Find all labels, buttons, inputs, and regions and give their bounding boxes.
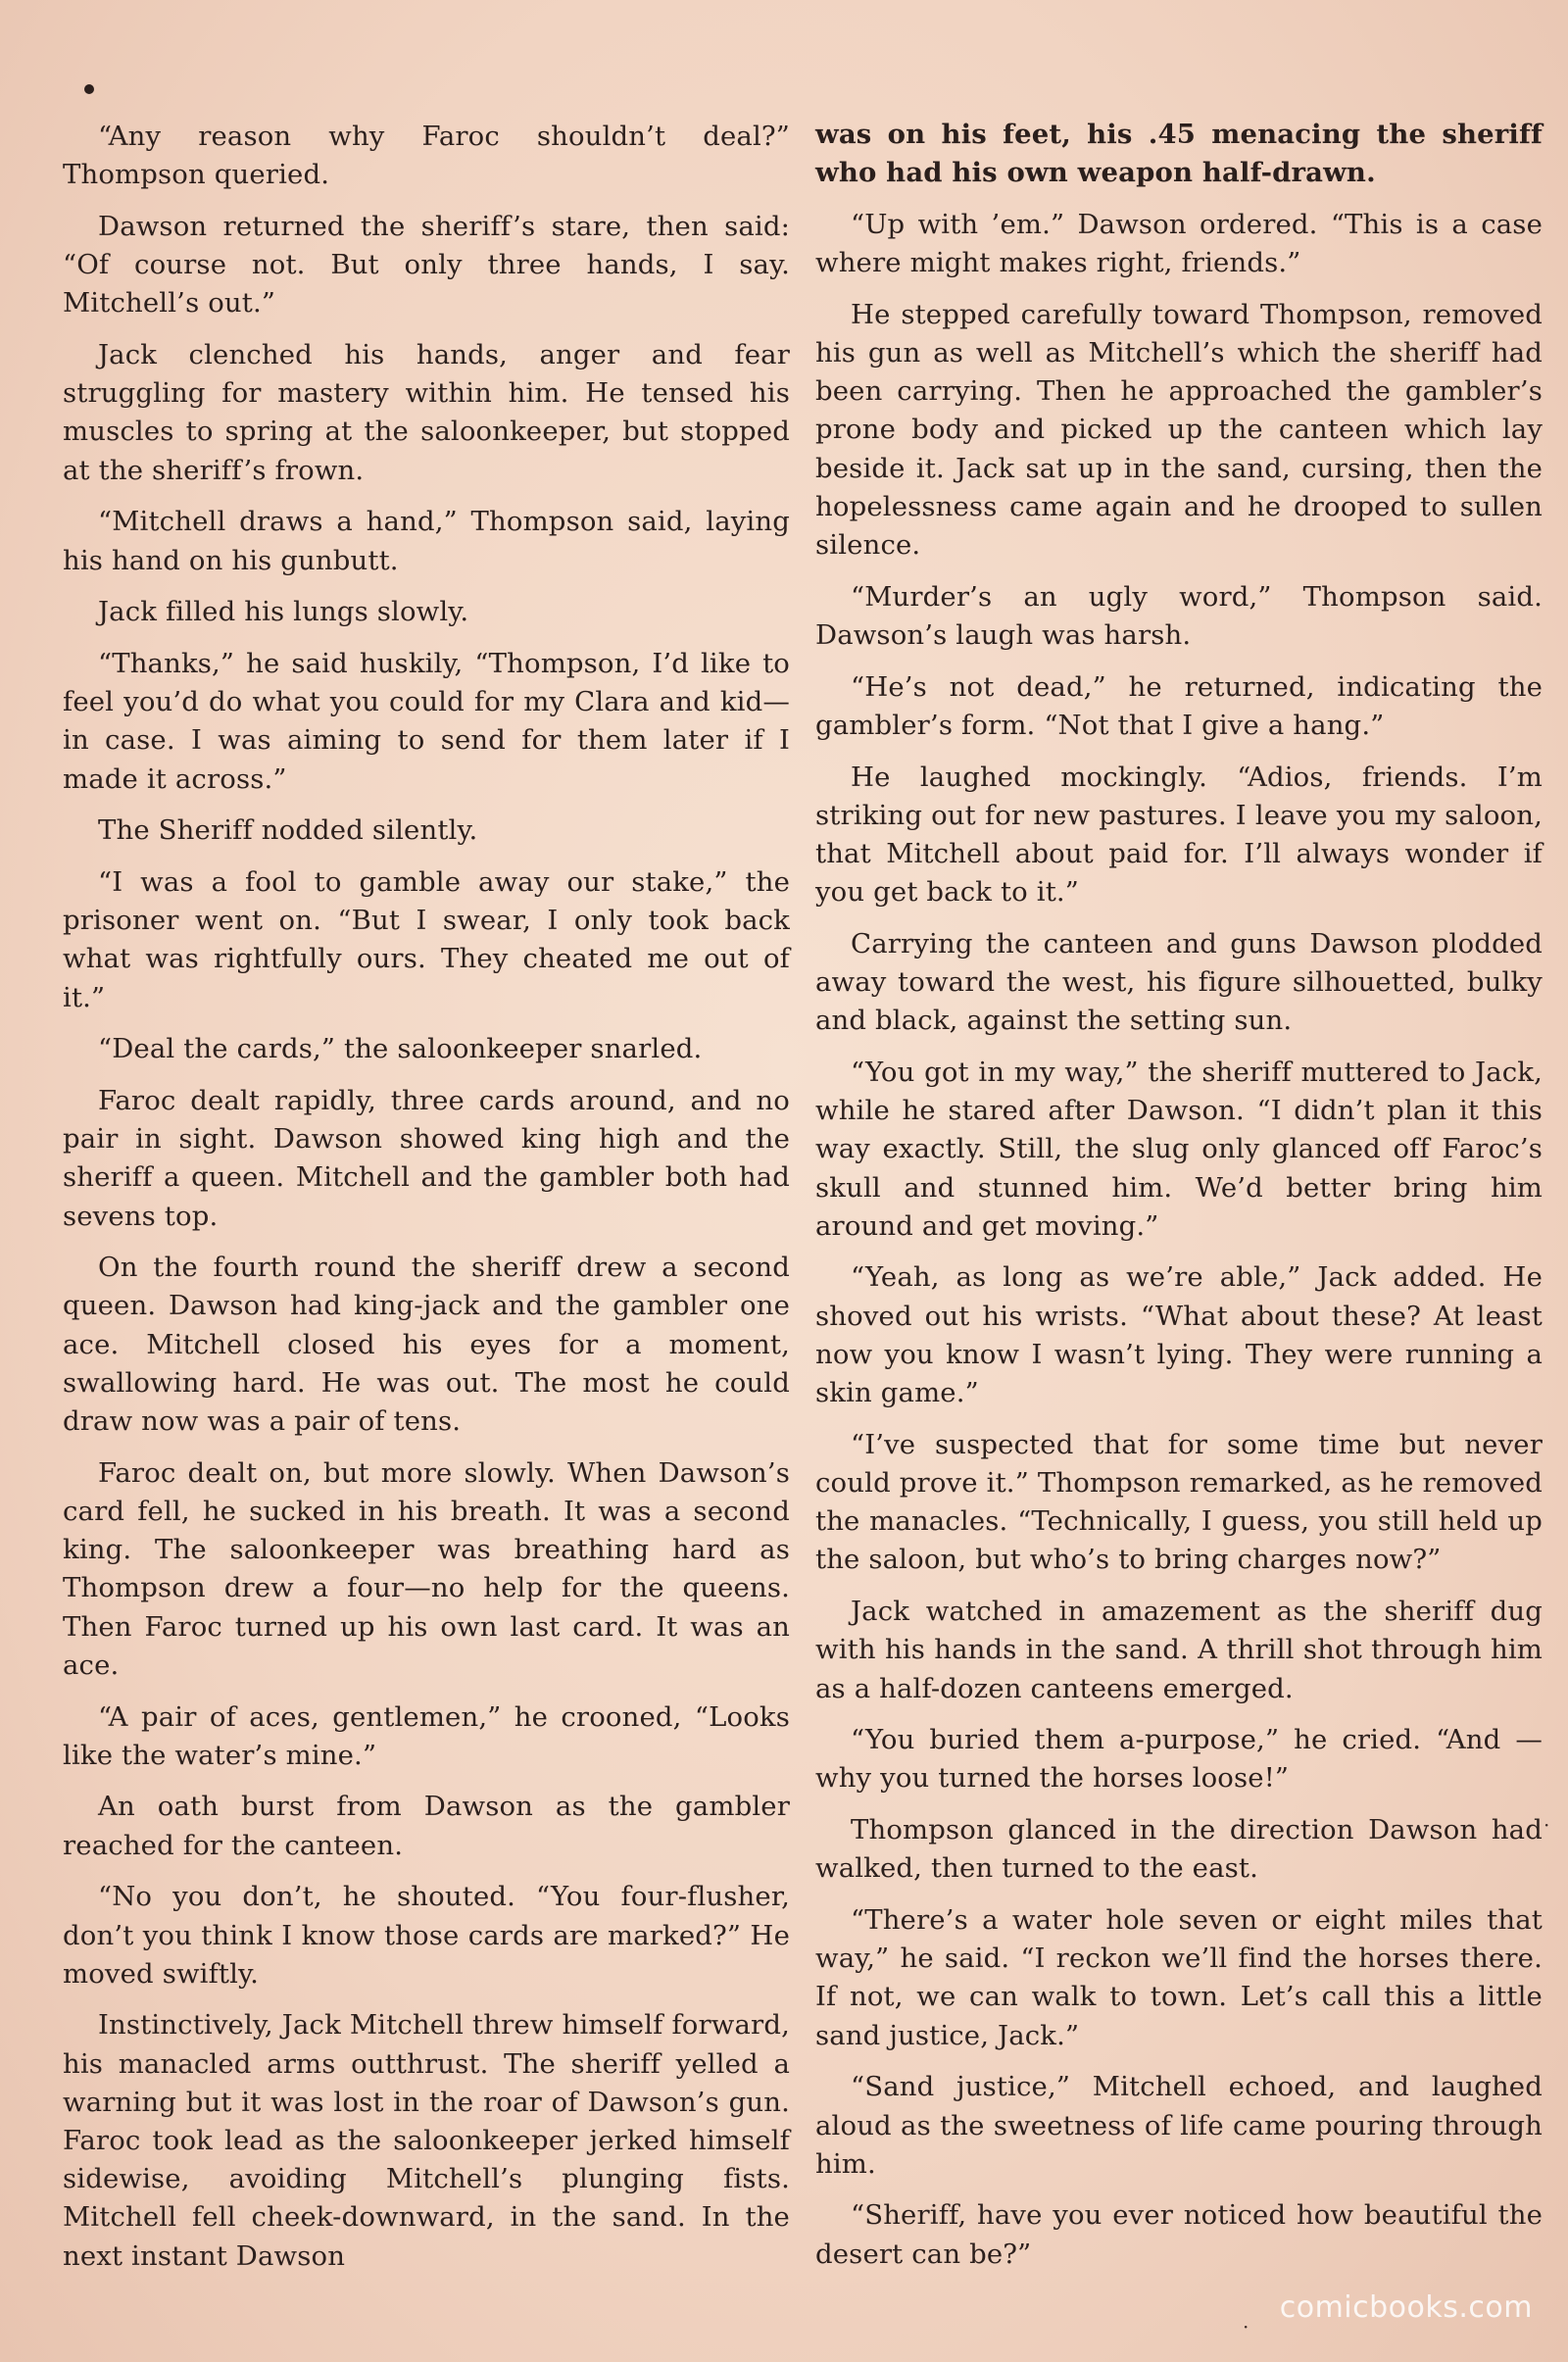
paragraph: “I’ve suspected that for some time but never could prove it.” Thompson remarked, as he removed the manacles. “Technically, I guess, you still held up the saloon, but who’s to bring charges now?” (815, 1428, 1543, 1576)
paragraph: “Sand justice,” Mitchell echoed, and laughed aloud as the sweetness of life came pouring through him. (815, 2071, 1543, 2180)
paragraph: An oath burst from Dawson as the gambler reached for the canteen. (63, 1791, 790, 1861)
paragraph: “Sheriff, have you ever noticed how beautiful the desert can be?” (815, 2199, 1543, 2270)
paragraph: Faroc dealt rapidly, three cards around, and no pair in sight. Dawson showed king high and the sheriff a queen. Mitchell and the gambler both had sevens top. (63, 1084, 790, 1232)
paragraph: “You got in my way,” the sheriff muttered to Jack, while he stared after Dawson. “I didn’t plan it this way exactly. Still, the slug only glanced off Faroc’s skull and stunned him. We’d better bring him around and get moving.” (815, 1056, 1543, 1242)
paragraph: “There’s a water hole seven or eight miles that way,” he said. “I reckon we’ll find the horses there. If not, we can walk to town. Let’s call this a little sand justice, Jack.” (815, 1904, 1543, 2051)
paragraph: Dawson returned the sheriff’s stare, then said: “Of course not. But only three hands, I say. Mitchell’s out.” (63, 210, 790, 320)
print-speck: · (1544, 1813, 1550, 1837)
paragraph: “You buried them a-purpose,” he cried. “And —why you turned the horses loose!” (815, 1724, 1543, 1795)
print-speck: · (1243, 2315, 1250, 2338)
paragraph: “Thanks,” he said huskily, “Thompson, I’d like to feel you’d do what you could for my Clara and kid—in case. I was aiming to send for them later if I made it across.” (63, 647, 790, 795)
paragraph: Faroc dealt on, but more slowly. When Dawson’s card fell, he sucked in his breath. It was a second king. The saloonkeeper was breathing hard as Thompson drew a four—no help for the queens. Then Faroc turned up his own last card. It was an ace. (63, 1456, 790, 1681)
paragraph: “No you don’t, he shouted. “You four-flusher, don’t you think I know those cards are marked?” He moved swiftly. (63, 1881, 790, 1990)
paragraph: Jack watched in amazement as the sheriff dug with his hands in the sand. A thrill shot through him as a half-dozen canteens emerged. (815, 1596, 1543, 1704)
paragraph: On the fourth round the sheriff drew a second queen. Dawson had king-jack and the gambler one ace. Mitchell closed his eyes for a moment, swallowing hard. He was out. The most he could draw now was a pair of tens. (63, 1252, 790, 1438)
left-column (63, 118, 790, 2288)
paragraph: He stepped carefully toward Thompson, removed his gun as well as Mitchell’s which the sheriff had been carrying. Then he approached the gambler’s prone body and picked up the canteen which lay beside it. Jack sat up in the sand, cursing, then the hopelessness came again and he drooped to sullen silence. (815, 298, 1543, 562)
paragraph: Jack clenched his hands, anger and fear struggling for mastery within him. He tensed his muscles to spring at the saloonkeeper, but stopped at the sheriff’s frown. (63, 339, 790, 486)
paragraph: “Yeah, as long as we’re able,” Jack added. He shoved out his wrists. “What about these? At least now you know I wasn’t lying. They were running a skin game.” (815, 1261, 1543, 1409)
paragraph: “Any reason why Faroc shouldn’t deal?” Thompson queried. (63, 121, 790, 191)
paragraph: “I was a fool to gamble away our stake,” the prisoner went on. “But I swear, I only took back what was rightfully ours. They cheated me out of it.” (63, 865, 790, 1013)
right-column (815, 116, 1543, 2287)
paragraph: Carrying the canteen and guns Dawson plodded away toward the west, his figure silhouetted, bulky and black, against the setting sun. (815, 927, 1543, 1037)
page-dot (84, 84, 94, 94)
paragraph: The Sheriff nodded silently. (98, 814, 478, 847)
paragraph: “A pair of aces, gentlemen,” he crooned, “Looks like the water’s mine.” (63, 1700, 790, 1771)
paragraph: He laughed mockingly. “Adios, friends. I’m striking out for new pastures. I leave you my saloon, that Mitchell about paid for. I’ll always wonder if you get back to it.” (815, 761, 1543, 909)
paragraph: Thompson glanced in the direction Dawson had walked, then turned to the east. (815, 1814, 1543, 1885)
paragraph: “Murder’s an ugly word,” Thompson said. Dawson’s laugh was harsh. (815, 580, 1543, 651)
paragraph: “Deal the cards,” the saloonkeeper snarled. (98, 1033, 703, 1065)
paragraph: was on his feet, his .45 menacing the sheriff who had his own weapon half-drawn. (815, 119, 1543, 189)
paragraph: “Up with ’em.” Dawson ordered. “This is a case where might makes right, friends.” (815, 208, 1543, 279)
watermark: comicbooks.com (1279, 2290, 1533, 2325)
paragraph: Jack filled his lungs slowly. (98, 596, 469, 628)
paragraph: “Mitchell draws a hand,” Thompson said, laying his hand on his gunbutt. (63, 506, 790, 576)
paragraph: “He’s not dead,” he returned, indicating the gambler’s form. “Not that I give a hang.” (815, 670, 1543, 741)
paragraph: Instinctively, Jack Mitchell threw himself forward, his manacled arms outthrust. The sheriff yelled a warning but it was lost in the roar of Dawson’s gun. Faroc took lead as the saloonkeeper jerked himself sidewise, avoiding Mitchell’s plunging fists. Mitchell fell cheek-downward, in the sand. In the next instant Dawson (63, 2009, 790, 2272)
